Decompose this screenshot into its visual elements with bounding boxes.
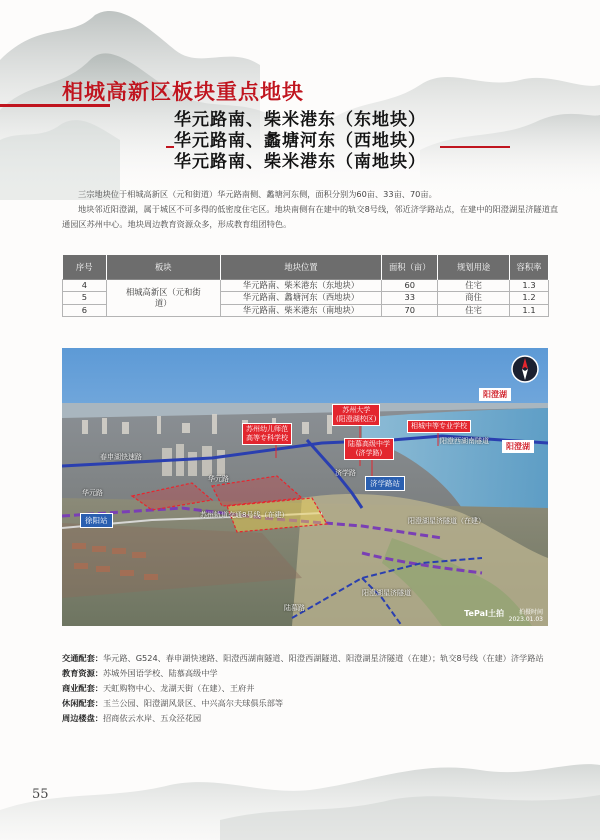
table-row — [63, 279, 549, 292]
compass-icon — [510, 354, 540, 384]
label-xingji-tunnel: 阳澄湖星济隧道 — [362, 589, 411, 597]
amenity-nearby-projects: 周边楼盘： 招商依云水岸、五众泾花园 — [62, 713, 202, 723]
cell-location: 华元路南、柴米港东（南地块） — [220, 304, 382, 317]
label-xuyang-station: 徐阳站 — [80, 513, 113, 528]
subtitle-south-plot: 华元路南、柴米港东（南地块） — [174, 152, 426, 172]
label-chunshen-expressway: 春申湖快速路 — [100, 453, 142, 461]
subtitle-rule-right — [440, 146, 510, 148]
label-lumu-high-school: 陆慕高级中学 (济学路) — [344, 438, 394, 460]
label-huayuan-road-2: 华元路 — [82, 489, 103, 497]
aerial-photo-map — [62, 348, 548, 626]
intro-paragraph-1: 三宗地块位于相城高新区（元和街道）华元路南侧、蠡塘河东侧，面积分别为60亩、33亩、70亩。 — [78, 189, 437, 199]
cell-no: 6 — [63, 304, 107, 317]
photo-watermark-date: 2023.01.03 — [508, 616, 543, 623]
label-jixue-road: 济学路 — [335, 469, 356, 477]
label-huayuan-road-1: 华元路 — [208, 475, 229, 483]
amenities-list — [62, 651, 557, 726]
amenity-transport: 交通配套： 华元路、G524、春申湖快速路、阳澄西湖南隧道、阳澄西湖隧道、阳澄湖星济隧道（在建）；轨交8号线（在建）济学路站 — [62, 653, 544, 663]
label-yangcheng-lake-east: 阳澄湖 — [502, 440, 534, 453]
label-yangchengxihu-south-tunnel: 阳澄西湖南隧道 — [440, 437, 489, 445]
cell-location: 华元路南、蠡塘河东（西地块） — [220, 292, 382, 305]
cell-plate: 相城高新区（元和街道） — [106, 279, 220, 317]
amenity-education: 教育资源： 苏城外国语学校、陆慕高级中学 — [62, 668, 218, 678]
header-no: 序号 — [63, 255, 107, 279]
cell-no: 5 — [63, 292, 107, 305]
subtitle-west-plot: 华元路南、蠡塘河东（西地块） — [174, 131, 426, 151]
cell-use: 商住 — [438, 292, 510, 305]
label-jixue-station: 济学路站 — [365, 476, 405, 491]
header-plate: 板块 — [106, 255, 220, 279]
land-plot-table — [62, 255, 549, 317]
page-title: 相城高新区板块重点地块 — [62, 80, 304, 104]
table-header-row — [63, 255, 549, 279]
cell-far: 1.3 — [510, 279, 549, 292]
label-lumu-road: 陆慕路 — [284, 604, 305, 612]
plot-subtitles — [174, 110, 454, 173]
cell-no: 4 — [63, 279, 107, 292]
cell-location: 华元路南、柴米港东（东地块） — [220, 279, 382, 292]
intro-text — [62, 187, 562, 232]
label-metro-line-8: 苏州轨道交通8号线（在建） — [200, 511, 289, 519]
intro-paragraph-2: 地块邻近阳澄湖，属于城区不可多得的低密度住宅区。地块南侧有在建中的轨交8号线，邻近济学路站点，在建中的阳澄湖星济隧道直通园区苏州中心。地块周边教育资源众多，形成教育组团特色。 — [62, 204, 559, 229]
label-yangcheng-lake-north: 阳澄湖 — [479, 388, 511, 401]
label-suzhou-university: 苏州大学 (阳澄湖校区) — [332, 404, 380, 426]
cell-far: 1.1 — [510, 304, 549, 317]
cell-use: 住宅 — [438, 279, 510, 292]
aerial-photo-drawing — [62, 348, 548, 626]
header-far: 容积率 — [510, 255, 549, 279]
cell-area: 33 — [382, 292, 438, 305]
subtitle-east-plot: 华元路南、柴米港东（东地块） — [174, 110, 426, 130]
cell-area: 70 — [382, 304, 438, 317]
photo-watermark-brand: TePaI土拍 — [464, 609, 504, 618]
label-tunnel-under-construction: 阳澄湖星济隧道（在建） — [408, 517, 485, 525]
header-use: 规划用途 — [438, 255, 510, 279]
amenity-leisure: 休闲配套： 玉兰公园、阳澄湖风景区、中兴高尔夫球俱乐部等 — [62, 698, 284, 708]
cell-use: 住宅 — [438, 304, 510, 317]
cell-area: 60 — [382, 279, 438, 292]
subtitle-rule-left — [166, 146, 174, 148]
page-number: 55 — [32, 787, 49, 802]
title-accent-bar — [0, 104, 110, 107]
label-kindergarten-college: 苏州幼儿师范 高等专科学校 — [242, 423, 292, 445]
photo-watermark-time: 拍摄时间 — [518, 609, 543, 616]
header-location: 地块位置 — [220, 255, 382, 279]
amenity-commerce: 商业配套： 天虹购物中心、龙湖天街（在建）、王府井 — [62, 683, 255, 693]
ink-mountain-footer-art — [0, 730, 600, 840]
label-vocational-school: 相城中等专业学校 — [407, 420, 471, 433]
cell-far: 1.2 — [510, 292, 549, 305]
header-area: 面积（亩） — [382, 255, 438, 279]
